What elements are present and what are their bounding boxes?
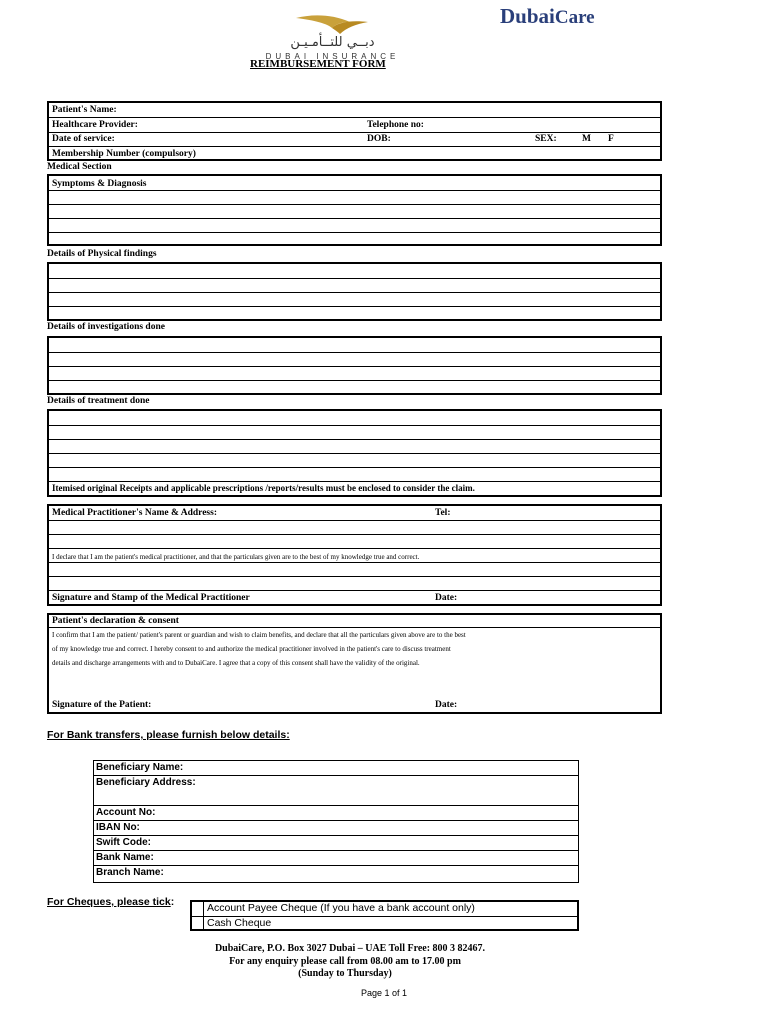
dubai-insurance-logo — [230, 12, 435, 64]
brand-latin: DUBAI INSURANCE — [265, 52, 400, 61]
footer-address: DubaiCare, P.O. Box 3027 Dubai – UAE Toll Free: 800 3 82467. — [214, 943, 486, 954]
patient-date-label: Date: — [435, 700, 458, 710]
cheque-heading — [47, 896, 174, 908]
beneficiary-address-label: Beneficiary Address: — [96, 777, 196, 788]
medical-section-label: Medical Section — [47, 162, 112, 172]
cash-cheque-tick[interactable] — [192, 917, 203, 931]
account-payee-cheque-option: Account Payee Cheque (If you have a bank account only) — [207, 902, 475, 914]
account-no-label: Account No: — [96, 807, 156, 818]
consent-line-3: details and discharge arrangements with and to DubaiCare. I agree that a copy of this consent shall have the validity of the original. — [52, 659, 420, 667]
patient-declaration-heading: Patient's declaration & consent — [52, 616, 179, 626]
patient-name-label: Patient's Name: — [52, 105, 117, 115]
beneficiary-name-label: Beneficiary Name: — [96, 762, 184, 773]
telephone-label: Telephone no: — [367, 120, 424, 130]
bank-heading: For Bank transfers, please furnish below details: — [47, 729, 290, 741]
sex-m-option[interactable]: M — [582, 134, 591, 144]
patient-signature-label: Signature of the Patient: — [52, 700, 152, 710]
membership-label: Membership Number (compulsory) — [52, 149, 196, 159]
date-of-service-label: Date of service: — [52, 134, 115, 144]
physical-findings-label: Details of Physical findings — [47, 249, 157, 259]
sex-f-option[interactable]: F — [608, 134, 614, 144]
brand-arabic: دبــي للتــأمـيـن — [290, 35, 375, 50]
bank-name-label: Bank Name: — [96, 852, 154, 863]
practitioner-name-label: Medical Practitioner's Name & Address: — [52, 508, 217, 518]
investigations-box — [47, 336, 662, 395]
branch-name-label: Branch Name: — [96, 867, 164, 878]
logo-care: Care — [554, 7, 595, 28]
physical-findings-box — [47, 262, 662, 321]
form-title: REIMBURSEMENT FORM — [250, 58, 386, 70]
footer-enquiry: For any enquiry please call from 08.00 am to 17.00 pm — [229, 956, 461, 967]
consent-line-2: of my knowledge true and correct. I hereby consent to and authorize the medical practitioner involved in the patient's care to discuss treatment — [52, 645, 451, 653]
iban-label: IBAN No: — [96, 822, 140, 833]
patient-declaration-box — [47, 613, 662, 714]
bank-details-box — [93, 760, 579, 883]
treatment-label: Details of treatment done — [47, 396, 150, 406]
practitioner-date-label: Date: — [435, 593, 458, 603]
treatment-box — [47, 409, 662, 497]
practitioner-box — [47, 504, 662, 606]
account-payee-tick[interactable] — [192, 902, 203, 916]
logo-dubai: Dubai — [500, 4, 555, 28]
swift-code-label: Swift Code: — [96, 837, 151, 848]
symptoms-box — [47, 174, 662, 246]
page-number: Page 1 of 1 — [360, 988, 408, 998]
dob-label: DOB: — [367, 134, 391, 144]
practitioner-signature-label: Signature and Stamp of the Medical Practitioner — [52, 593, 250, 603]
receipts-note: Itemised original Receipts and applicable prescriptions /reports/results must be enclosed to consider the claim. — [52, 483, 475, 493]
dubaicare-logo — [500, 4, 595, 29]
consent-line-1: I confirm that I am the patient/ patient's parent or guardian and wish to claim benefits, and declare that all the particulars given above are to the best — [52, 631, 466, 639]
symptoms-label: Symptoms & Diagnosis — [52, 179, 147, 189]
sex-label: SEX: — [535, 134, 557, 144]
cheque-tick-column — [203, 902, 204, 929]
practitioner-tel-label: Tel: — [435, 508, 451, 518]
practitioner-declaration: I declare that I am the patient's medical practitioner, and that the particulars given are to the best of my knowledge true and correct. — [52, 553, 420, 561]
investigations-label: Details of investigations done — [47, 322, 165, 332]
footer-days: (Sunday to Thursday) — [298, 968, 392, 979]
cheque-heading-colon: : — [170, 896, 175, 908]
cheque-box — [190, 900, 579, 931]
patient-info-box — [47, 101, 662, 161]
healthcare-provider-label: Healthcare Provider: — [52, 120, 138, 130]
cash-cheque-option: Cash Cheque — [207, 917, 272, 929]
cheque-heading-text: For Cheques, please tick — [47, 896, 171, 908]
